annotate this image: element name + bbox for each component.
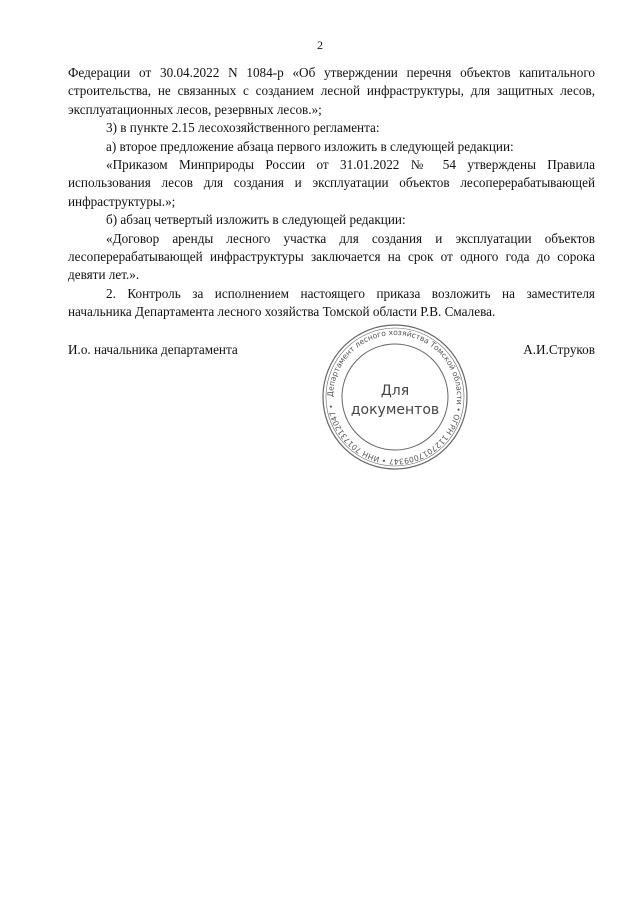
paragraph-1: Федерации от 30.04.2022 N 1084-р «Об утверждении перечня объектов капитального строительства, не связанных с созданием лесной инфраструктуры, для защитных лесов, эксплуатационных лесов, резервных лесов.»; <box>68 65 595 117</box>
page-number: 2 <box>317 38 323 52</box>
signatory-name: А.И.Струков <box>523 342 595 357</box>
paragraph-3: а) второе предложение абзаца первого изложить в следующей редакции: <box>106 138 514 154</box>
stamp-center-text-2: документов <box>350 402 440 418</box>
official-stamp <box>320 322 470 472</box>
document-body <box>68 64 595 322</box>
stamp-ring-text: Департамент лесного хозяйства Томской области • ОГРН 1127017009347 • ИНН 7017312047 • <box>325 327 465 467</box>
paragraph-4: «Приказом Минприроды России от 31.01.2022 № 54 утверждены Правила использования лесов для создания и эксплуатации объектов лесоперерабатывающей инфраструктуры.»; <box>68 157 595 209</box>
stamp-center-text-1: Для <box>380 383 410 399</box>
paragraph-5: б) абзац четвертый изложить в следующей редакции: <box>106 212 406 228</box>
signatory-title: И.о. начальника департамента <box>68 342 238 357</box>
paragraph-2: 3) в пункте 2.15 лесохозяйственного регламента: <box>106 120 380 136</box>
paragraph-6: «Договор аренды лесного участка для создания и эксплуатации объектов лесоперерабатывающей инфраструктуры заключается на срок от одного года до сорока девяти лет.». <box>68 230 595 283</box>
paragraph-7: 2. Контроль за исполнением настоящего приказа возложить на заместителя начальника Департамента лесного хозяйства Томской области Р.В. Смалева. <box>68 285 595 320</box>
